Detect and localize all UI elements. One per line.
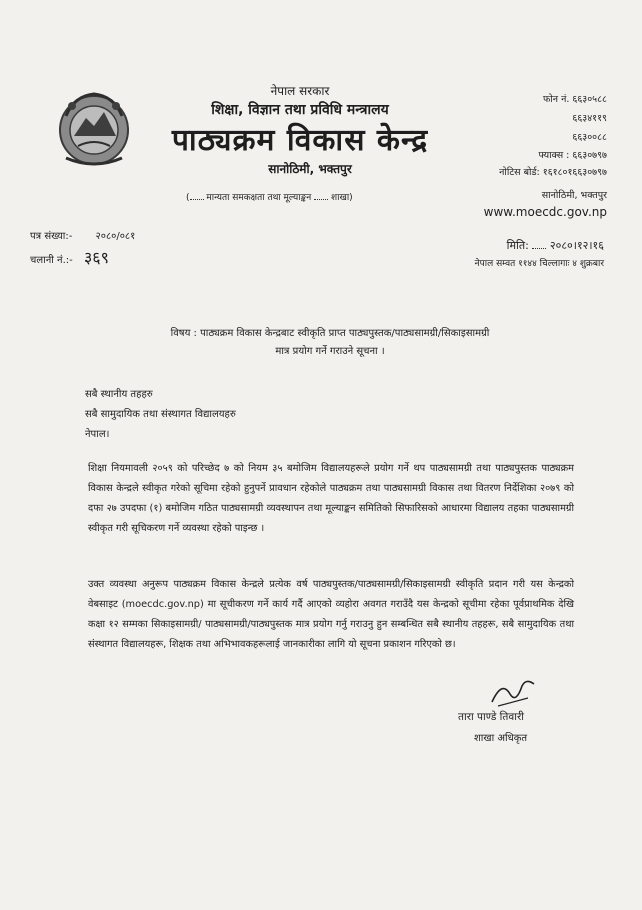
nepal-sambat-date: नेपाल सम्वत ११४४ चिल्लागाः ४ शुक्रबार <box>474 259 604 269</box>
office-suffix: शाखा) <box>331 193 353 203</box>
phone-number: ६६३०५८८ <box>572 94 607 105</box>
body-paragraph-2: उक्त व्यवस्था अनुरूप पाठ्यक्रम विकास केन्द्रले प्रत्येक वर्ष पाठ्यपुस्तक/पाठ्यसामग्री/सिकाइसामग्री स्वीकृति प्रदान गरी यस केन्द्रको वेबसाइट (moecdc.gov.np) मा सूचीकरण गर्ने कार्य गर्दै आएको व्यहोरा अवगत गराउँदै यस केन्द्रको सूचीमा रहेका पूर्वप्राथमिक देखि कक्षा १२ सम्मका सिकाइसामग्री/ पाठ्यसामग्री/पाठ्यपुस्तक मात्र प्रयोग गर्नु गराउनु हुन सम्बन्धित सबै स्थानीय तहहरू, सबै सामुदायिक तथा संस्थागत विद्यालयहरू, शिक्षक तथा अभिभावकहरूलाई जानकारीका लागि यो सूचना प्रकाशन गरिएको छ। <box>88 579 574 650</box>
government-name: नेपाल सरकार <box>270 84 330 98</box>
phone-line <box>543 92 607 105</box>
recipient-line-2: सबै सामुदायिक तथा संस्थागत विद्यालयहरु <box>85 409 236 420</box>
website-link: www.moecdc.gov.np <box>483 205 607 219</box>
chalani-value: ३६९ <box>83 248 109 267</box>
date-label: मिति: <box>506 239 529 252</box>
notice-line <box>499 165 607 178</box>
subject-line-1: विषय : पाठ्यक्रम विकास केन्द्रबाट स्वीकृति प्राप्त पाठ्यपुस्तक/पाठ्यसामग्री/सिकाइसामग्री <box>170 328 490 339</box>
office-section <box>186 190 400 203</box>
fax-label: फ्याक्स : <box>538 150 570 161</box>
patra-sankhya <box>30 228 135 242</box>
patra-value: २०८०/०८१ <box>95 231 136 242</box>
contact-location: सानोठिमी, भक्तपुर <box>541 190 607 201</box>
chalani-number <box>30 246 109 268</box>
center-name: पाठ्यक्रम विकास केन्द्र <box>171 123 429 158</box>
date-line <box>475 238 604 253</box>
chalani-label: चलानी नं.:- <box>30 255 73 266</box>
phone-label: फोन नं. <box>543 94 570 105</box>
office-line: मान्यता समकक्षता तथा मूल्याङ्कन <box>206 193 312 203</box>
subject-line-2: मात्र प्रयोग गर्ने गराउने सूचना । <box>275 346 385 357</box>
recipient-line-1: सबै स्थानीय तहहरु <box>85 389 153 400</box>
notice-number: १६१८०१६६३०७९७ <box>542 167 607 178</box>
signatory-title: शाखा अधिकृत <box>474 733 528 744</box>
recipient-line-3: नेपाल। <box>85 429 110 440</box>
subject <box>120 325 540 361</box>
date-value: २०८०।१२।१६ <box>549 239 604 252</box>
fax-number: ६६३०७९७ <box>572 150 607 161</box>
phone-number-2: ६६३४११९ <box>572 113 607 124</box>
signature-mark-icon <box>488 676 538 710</box>
phone-number-3: ६६३००८८ <box>572 132 607 143</box>
signatory-name: तारा पाण्डे तिवारी <box>458 711 524 723</box>
recipients <box>85 385 236 445</box>
fax-line <box>539 148 607 161</box>
date-block <box>475 238 604 269</box>
notice-label: नोटिस बोर्ड: <box>499 167 540 178</box>
office-open-paren: ( <box>186 193 190 203</box>
body-paragraph-1: शिक्षा नियमावली २०५९ को परिच्छेद ७ को नियम ३५ बमोजिम विद्यालयहरूले प्रयोग गर्ने थप पाठ्यसामग्री तथा पाठ्यपुस्तक पाठ्यक्रम विकास केन्द्रले स्वीकृत गरेको सूचिमा रहेको हुनुपर्ने प्रावधान रहेकोले पाठ्यक्रम तथा पाठ्यसामग्री विकास तथा वितरण निर्देशिका २०७९ को दफा २७ उपदफा (१) बमोजिम गठित पाठ्यसामग्री व्यवस्थापन तथा मूल्याङ्कन समितिको सिफारिसको आधारमा विद्यालय तहका पाठ्यसामग्री स्वीकृत गरी सूचिकरण गर्ने व्यवस्था रहेको पाइन्छ । <box>88 463 574 534</box>
center-location: सानोठिमी, भक्तपुर <box>268 162 352 176</box>
nepal-emblem-icon <box>52 86 136 170</box>
patra-label: पत्र संख्या:- <box>30 231 73 242</box>
ministry-name: शिक्षा, विज्ञान तथा प्रविधि मन्त्रालय <box>211 102 389 118</box>
